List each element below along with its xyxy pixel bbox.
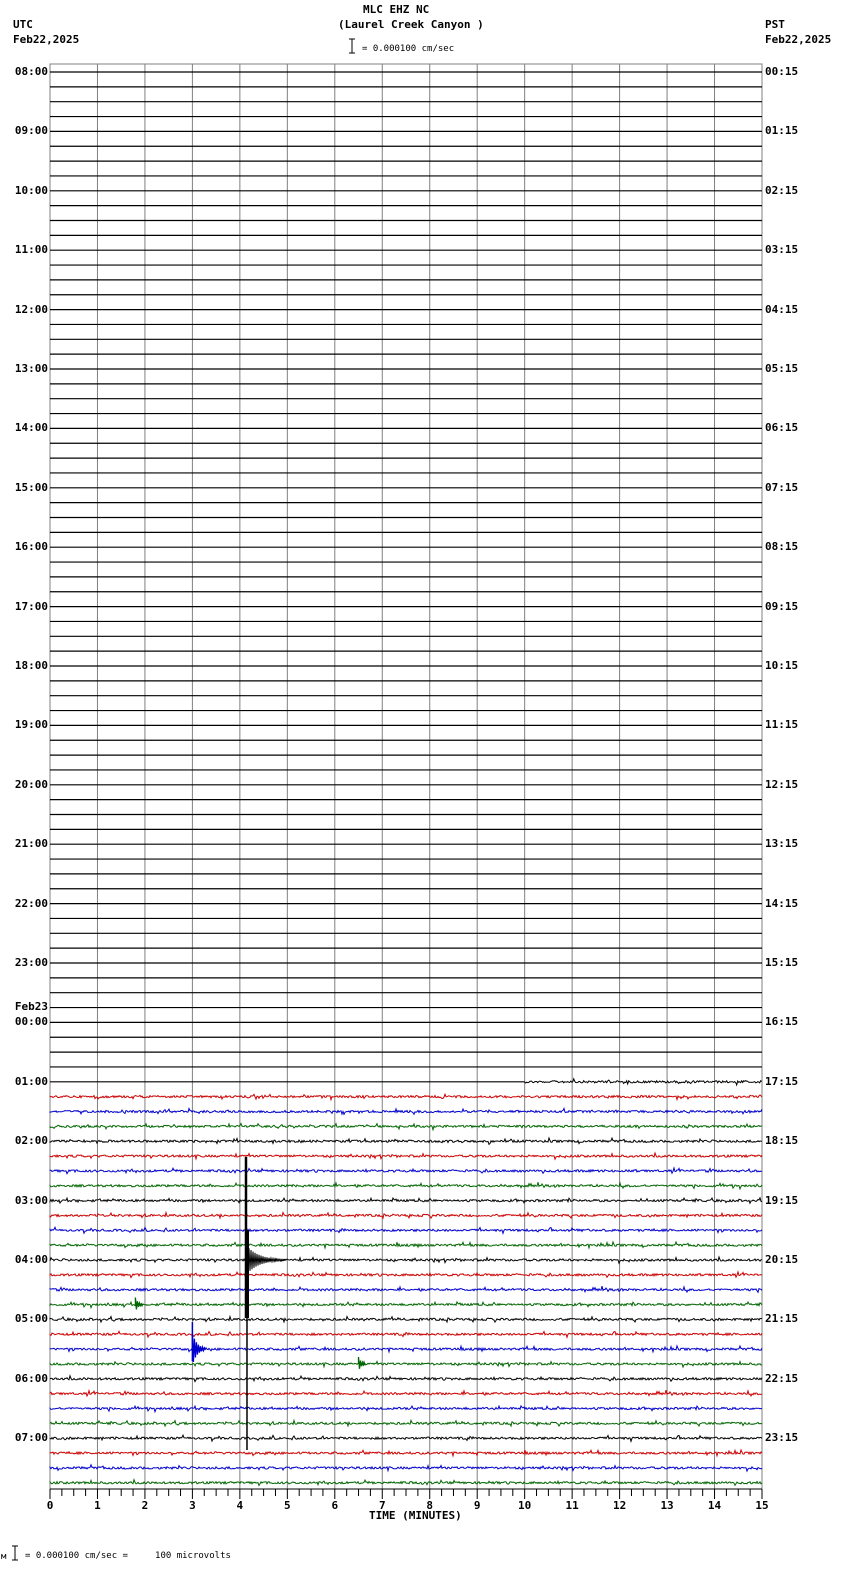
x-tick-label: 12 [612,1499,627,1512]
x-tick-label: 9 [473,1499,481,1512]
x-tick-label: 2 [141,1499,149,1512]
utc-hour-label: 02:00 [14,1134,48,1148]
pst-time-label: 04:15 [765,302,799,316]
utc-hour-label: 19:00 [14,718,48,732]
x-tick-label: 13 [660,1499,674,1512]
left-date: Feb22,2025 [13,33,80,46]
pst-time-label: 02:15 [765,183,799,197]
utc-hour-label: 17:00 [14,599,48,613]
pst-time-label: 17:15 [765,1074,799,1088]
pst-time-label: 05:15 [765,362,799,375]
pst-time-label: 13:15 [765,837,799,851]
utc-hour-label: 03:00 [14,1193,48,1207]
utc-hour-label: 22:00 [14,896,48,910]
pst-time-label: 09:15 [765,599,799,613]
pst-time-label: 22:15 [765,1371,799,1385]
pst-time-label: 19:15 [765,1193,799,1207]
pst-time-label: 16:15 [765,1015,799,1029]
footer-scale-bar-icon [11,1545,19,1561]
utc-hour-label: 01:00 [14,1074,48,1088]
x-tick-label: 10 [518,1499,532,1512]
footer-scale-text: = 0.000100 cm/sec = 100 microvolts [25,1551,231,1561]
utc-hour-label: 04:00 [14,1253,48,1266]
utc-date-label: Feb23 [14,1000,48,1014]
x-tick-label: 11 [565,1499,579,1512]
station-location: (Laurel Creek Canyon ) [338,18,484,31]
utc-hour-label: 21:00 [14,837,48,851]
pst-time-label: 08:15 [765,540,799,554]
pst-time-label: 23:15 [765,1431,799,1445]
pst-time-label: 06:15 [765,421,799,435]
utc-hour-label: 11:00 [14,243,48,257]
footer-prefix: м [1,1552,7,1562]
utc-hour-label: 00:00 [14,1015,48,1029]
pst-time-label: 14:15 [765,896,799,910]
pst-time-label: 01:15 [765,124,799,138]
pst-time-label: 10:15 [765,659,799,672]
utc-hour-label: 10:00 [14,183,48,197]
utc-hour-label: 14:00 [14,421,48,435]
pst-time-label: 15:15 [765,956,799,969]
x-tick-label: 6 [331,1499,339,1512]
right-timezone: PST [765,18,785,31]
scale-text: = 0.000100 cm/sec [362,44,455,54]
utc-hour-label: 08:00 [14,65,48,78]
utc-hour-label: 07:00 [14,1431,48,1445]
x-tick-label: 15 [755,1499,769,1512]
x-tick-label: 4 [236,1499,244,1512]
utc-hour-label: 13:00 [14,362,48,375]
utc-hour-label: 05:00 [14,1312,48,1326]
x-tick-label: 7 [378,1499,386,1512]
station-title: MLC EHZ NC [363,3,430,16]
utc-hour-label: 18:00 [14,659,48,672]
utc-hour-label: 15:00 [14,480,48,494]
pst-time-label: 03:15 [765,243,799,257]
x-tick-label: 0 [46,1499,54,1512]
pst-time-label: 07:15 [765,480,799,494]
pst-time-label: 18:15 [765,1134,799,1148]
utc-hour-label: 16:00 [14,540,48,554]
pst-time-label: 21:15 [765,1312,799,1326]
x-tick-label: 8 [426,1499,434,1512]
pst-time-label: 11:15 [765,718,799,732]
pst-time-label: 00:15 [765,65,799,78]
x-tick-label: 1 [94,1499,101,1512]
x-axis-label: TIME (MINUTES) [369,1509,462,1522]
utc-hour-label: 12:00 [14,302,48,316]
utc-hour-label: 20:00 [14,777,48,791]
left-timezone: UTC [13,18,33,31]
right-date: Feb22,2025 [765,33,832,46]
pst-time-label: 20:15 [765,1253,799,1266]
utc-hour-label: 06:00 [14,1371,48,1385]
x-tick-label: 3 [189,1499,196,1512]
x-tick-label: 14 [707,1499,722,1512]
pst-time-label: 12:15 [765,777,799,791]
x-tick-label: 5 [284,1499,291,1512]
utc-hour-label: 09:00 [14,124,48,138]
utc-hour-label: 23:00 [14,956,48,969]
